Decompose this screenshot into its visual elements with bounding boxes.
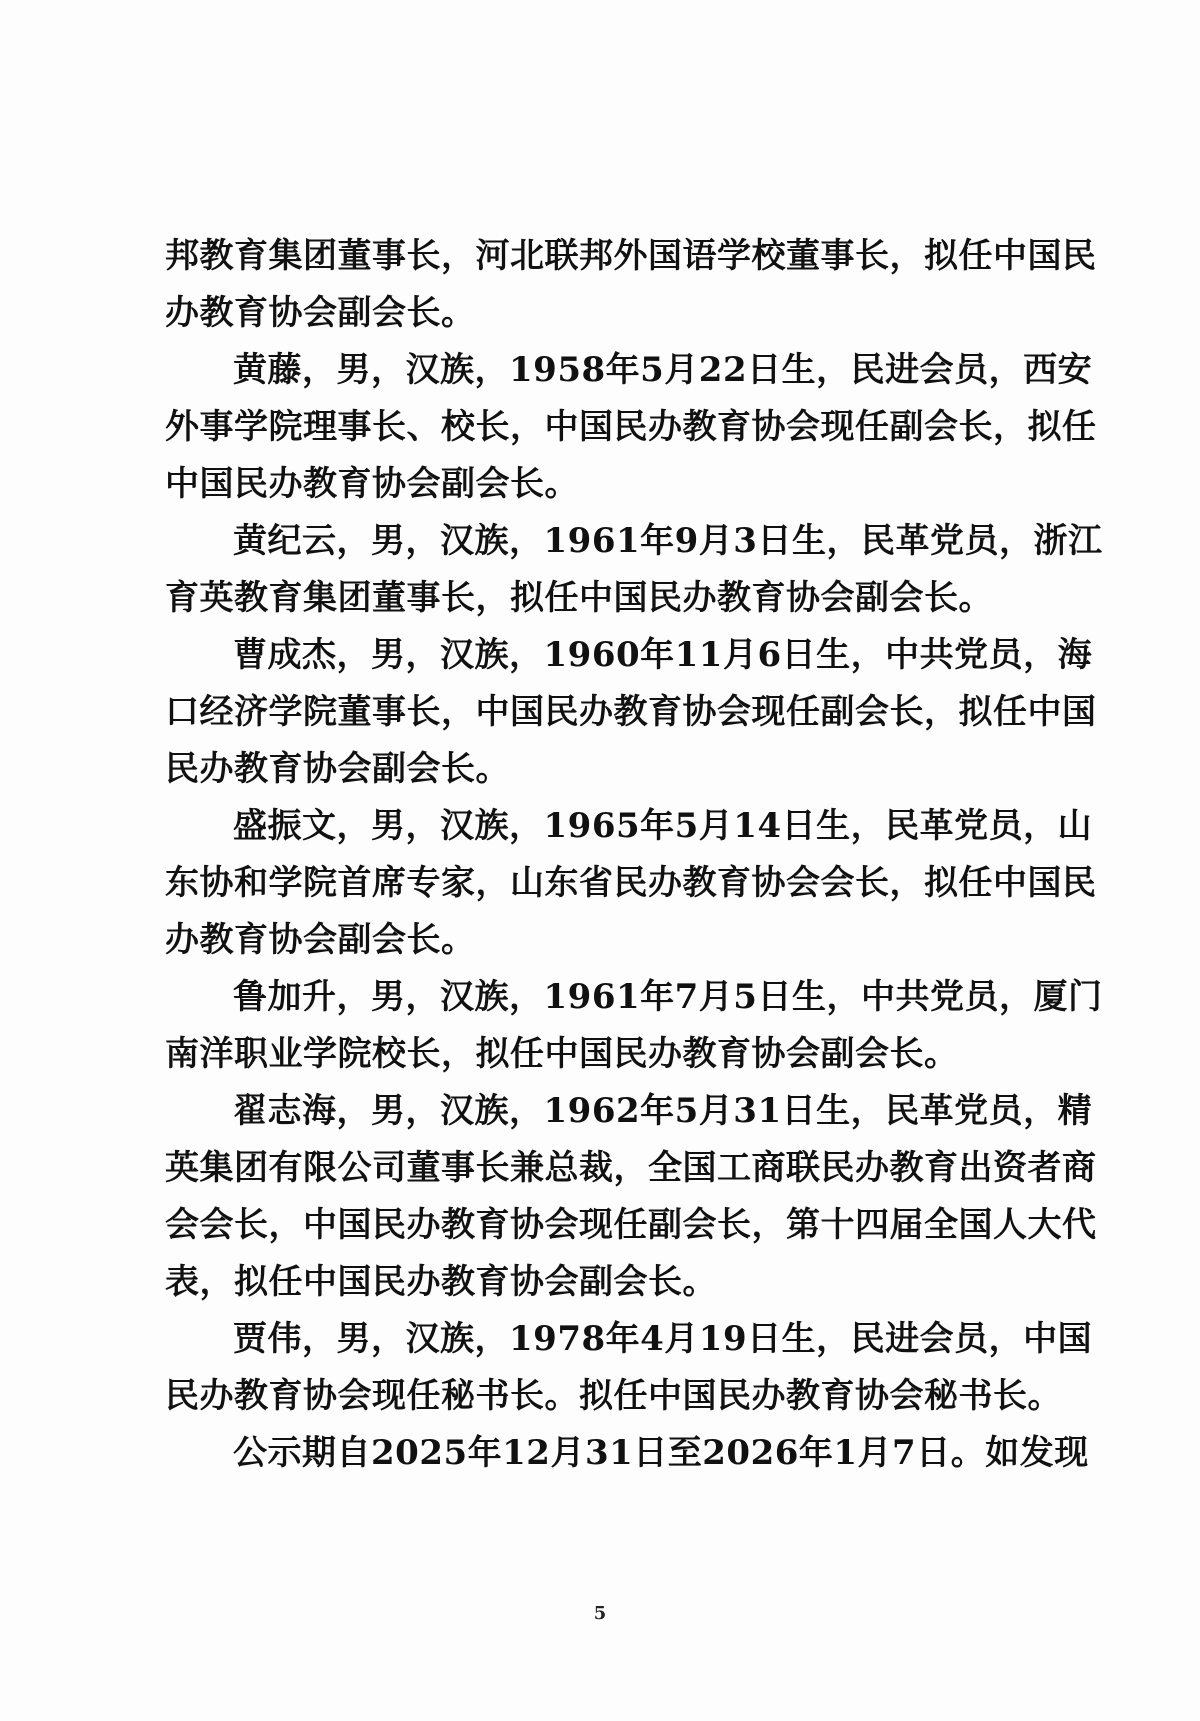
text-line: 邦教育集团董事长，河北联邦外国语学校董事长，拟任中国民	[165, 236, 1097, 276]
text-line: 表，拟任中国民办教育协会副会长。	[165, 1262, 717, 1302]
text-line: 育英教育集团董事长，拟任中国民办教育协会副会长。	[165, 578, 993, 618]
text-line: 办教育协会副会长。	[165, 293, 476, 333]
page-number: 5	[593, 1603, 607, 1624]
paragraph-first-line: 黄藤，男，汉族，1958年5月22日生，民进会员，西安	[233, 350, 1093, 390]
paragraph-first-line: 公示期自2025年12月31日至2026年1月7日。如发现	[233, 1433, 1089, 1473]
text-line: 英集团有限公司董事长兼总裁，全国工商联民办教育出资者商	[165, 1148, 1097, 1188]
paragraph-first-line: 曹成杰，男，汉族，1960年11月6日生，中共党员，海	[233, 635, 1093, 675]
text-line: 民办教育协会现任秘书长。拟任中国民办教育协会秘书长。	[165, 1376, 1062, 1416]
text-line: 口经济学院董事长，中国民办教育协会现任副会长，拟任中国	[165, 692, 1097, 732]
paragraph-first-line: 鲁加升，男，汉族，1961年7月5日生，中共党员，厦门	[233, 977, 1103, 1017]
text-line: 办教育协会副会长。	[165, 920, 476, 960]
text-line: 东协和学院首席专家，山东省民办教育协会会长，拟任中国民	[165, 863, 1097, 903]
paragraph-first-line: 贾伟，男，汉族，1978年4月19日生，民进会员，中国	[233, 1319, 1093, 1359]
text-line: 南洋职业学院校长，拟任中国民办教育协会副会长。	[165, 1034, 959, 1074]
text-line: 会会长，中国民办教育协会现任副会长，第十四届全国人大代	[165, 1205, 1097, 1245]
text-line: 民办教育协会副会长。	[165, 749, 510, 789]
paragraph-first-line: 翟志海，男，汉族，1962年5月31日生，民革党员，精	[233, 1091, 1093, 1131]
document-body	[165, 228, 1103, 1482]
text-line: 外事学院理事长、校长，中国民办教育协会现任副会长，拟任	[165, 407, 1097, 447]
paragraph-first-line: 盛振文，男，汉族，1965年5月14日生，民革党员，山	[233, 806, 1093, 846]
text-line: 中国民办教育协会副会长。	[165, 464, 579, 504]
paragraph-first-line: 黄纪云，男，汉族，1961年9月3日生，民革党员，浙江	[233, 521, 1103, 561]
